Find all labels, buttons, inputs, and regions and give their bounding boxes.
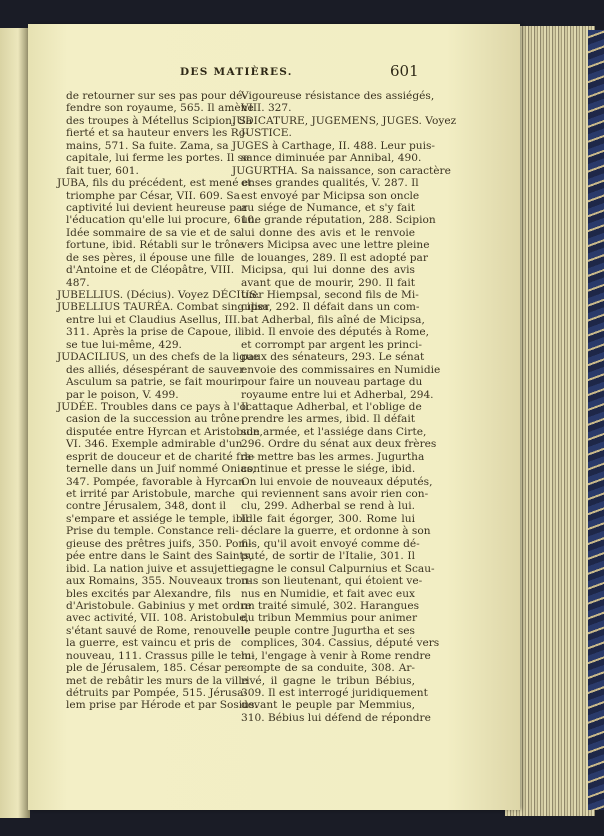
text-line: royaume entre lui et Adherbal, 294. (241, 388, 434, 401)
text-line: casion de la succession au trône (66, 413, 240, 426)
text-line: esprit de douceur et de charité fra- (66, 450, 256, 463)
text-line: nouveau, 111. Crassus pille le tem- (66, 649, 255, 662)
text-line: tuer Hiempsal, second fils de Mi- (241, 289, 419, 301)
text-line: VI. 346. Exemple admirable d'un (66, 438, 243, 451)
text-line: 296. Ordre du sénat aux deux frères (241, 438, 437, 451)
text-line: 309. Il est interrogé juridiquement (241, 687, 428, 699)
text-line: met de rebâtir les murs de la ville (66, 674, 248, 687)
text-line: fendre son royaume, 565. Il amène (66, 102, 254, 115)
text-line: prendre les armes, ibid. Il défait (241, 413, 415, 426)
text-line: le peuple contre Jugurtha et ses (241, 624, 415, 637)
text-line: pour faire un nouveau partage du (241, 376, 423, 389)
text-line: paux des sénateurs, 293. Le sénat (241, 351, 425, 364)
text-line: 487. (66, 276, 90, 289)
index-entry-start: JUBELLIUS. (Décius). Voyez DÉCIUS. (57, 289, 260, 301)
text-line: pée entre dans le Saint des Saints, (66, 550, 253, 563)
text-line: nus en Numidie, et fait avec eux (241, 587, 415, 600)
text-line: continue et presse le siége, ibid. (241, 463, 416, 476)
text-line: lui, l'engage à venir à Rome rendre (241, 649, 431, 662)
text-line: gagne le consul Calpurnius et Scau- (241, 562, 435, 575)
text-line: triomphe par César, VII. 609. Sa (66, 189, 240, 202)
text-line: la guerre, est vaincu et pris de (66, 637, 232, 650)
text-line: ple de Jérusalem, 185. César per- (66, 662, 247, 675)
marbled-cover (588, 30, 604, 810)
text-line: Micipsa, qui lui donne des avis (241, 264, 415, 277)
text-line: s'étant sauvé de Rome, renouvelle (66, 624, 251, 637)
text-line: lem prise par Hérode et par Sosius. (66, 699, 258, 712)
text-line: Prise du temple. Constance reli- (66, 525, 239, 538)
text-line: fils, qu'il avoit envoyé comme dé- (241, 537, 420, 550)
text-line: fierté et sa hauteur envers les Ro- (66, 127, 249, 140)
text-line: Il le fait égorger, 300. Rome lui (241, 512, 415, 525)
text-line: 347. Pompée, favorable à Hyrcan (66, 475, 245, 488)
text-line: captivité lui devient heureuse par (66, 201, 248, 214)
text-line: s'empare et assiége le temple, ibid. (66, 512, 257, 525)
text-line: de mettre bas les armes. Jugurtha (241, 450, 425, 463)
text-line: qui reviennent sans avoir rien con- (241, 488, 429, 500)
text-line: Asculum sa patrie, se fait mourir (66, 376, 243, 389)
text-line: avant que de mourir, 290. Il fait (241, 276, 415, 289)
text-line: contre Jérusalem, 348, dont il (66, 500, 227, 513)
text-line: de louanges, 289. Il est adopté par (241, 251, 428, 264)
index-entry-start: JUDICATURE, JUGEMENS, JUGES. Voyez (232, 114, 457, 127)
text-line: de ses pères, il épouse une fille (66, 251, 235, 264)
text-line: lui donne des avis et le renvoie (241, 226, 415, 239)
text-line: bat Adherbal, fils aîné de Micipsa, (241, 313, 425, 326)
text-line: Vigoureuse résistance des assiégés, (241, 90, 435, 102)
text-line: de retourner sur ses pas pour dé- (66, 90, 246, 102)
text-line: et corrompt par argent les princi- (241, 338, 422, 351)
index-entry-start: JUDACILIUS, un des chefs de la ligue (57, 351, 260, 364)
text-line: par le poison, V. 499. (66, 388, 179, 401)
text-line: fait tuer, 601. (66, 164, 139, 177)
text-line: se tue lui-même, 429. (66, 338, 182, 351)
text-line: rivé, il gagne le tribun Bébius, (241, 674, 415, 687)
text-line: vers Micipsa avec une lettre pleine (241, 239, 430, 252)
index-entry-start: JUBELLIUS TAURÉA. Combat singulier (57, 301, 270, 314)
text-line: Il attaque Adherbal, et l'oblige de (241, 400, 422, 413)
text-line: VIII. 327. (241, 102, 292, 115)
text-line: entre lui et Claudius Asellus, III. (66, 313, 241, 326)
text-line: envoie des commissaires en Numidie (241, 363, 441, 376)
text-line: ibid. La nation juive et assujettie (66, 562, 242, 575)
text-line: On lui envoie de nouveaux députés, (241, 475, 433, 488)
text-line: aux Romains, 355. Nouveaux trou- (66, 575, 252, 588)
text-line: bles excités par Alexandre, fils (66, 587, 231, 600)
text-line: des alliés, désespérant de sauver (66, 363, 245, 376)
text-line: capitale, lui ferme les portes. Il se (66, 152, 250, 165)
page-number: 601 (390, 62, 419, 80)
text-line: clu, 299. Adherbal se rend à lui. (241, 500, 415, 513)
text-line: 311. Après la prise de Capoue, il (66, 326, 242, 339)
index-entry-start: JUBA, fils du précédent, est mené en (57, 177, 255, 190)
text-line: rus son lieutenant, qui étoient ve- (241, 575, 423, 588)
text-line: compte de sa conduite, 308. Ar- (241, 662, 415, 675)
index-entry-start: JUGES à Carthage, II. 488. Leur puis- (232, 139, 435, 152)
text-line: d'Aristobule. Gabinius y met ordre (66, 599, 252, 612)
text-line: gieuse des prêtres juifs, 350. Pom- (66, 537, 252, 550)
text-line: complices, 304. Cassius, député vers (241, 637, 440, 650)
text-line: est envoyé par Micipsa son oncle (241, 189, 420, 202)
text-line: du tribun Memmius pour animer (241, 612, 418, 625)
facing-page-edge (0, 28, 30, 818)
text-line: et ses grandes qualités, V. 287. Il (241, 177, 419, 190)
text-line: et irrité par Aristobule, marche (66, 488, 235, 500)
text-line: des troupes à Métellus Scipion. Sa (66, 114, 253, 127)
index-entry-start: JUGURTHA. Sa naissance, son caractère (232, 164, 451, 177)
text-line: d'Antoine et de Cléopâtre, VIII. (66, 264, 235, 277)
text-line: Idée sommaire de sa vie et de sa (66, 226, 242, 239)
text-line: avec activité, VII. 108. Aristobule, (66, 612, 249, 625)
text-line: mains, 571. Sa fuite. Zama, sa (66, 139, 229, 152)
text-line: au siége de Numance, et s'y fait (241, 201, 415, 214)
text-line: son armée, et l'assiége dans Cirte, (241, 425, 427, 438)
text-line: 310. Bébius lui défend de répondre (241, 711, 431, 724)
text-line: ibid. Il envoie des députés à Rome, (241, 326, 430, 339)
running-header: DES MATIÈRES. (180, 66, 293, 78)
text-line: déclare la guerre, et ordonne à son (241, 525, 431, 538)
text-line: cipsa, 292. Il défait dans un com- (241, 301, 420, 314)
text-line: sance diminuée par Annibal, 490. (241, 152, 422, 165)
text-line: disputée entre Hyrcan et Aristobule, (66, 425, 263, 438)
text-line: puté, de sortir de l'Italie, 301. Il (241, 550, 415, 563)
text-line: un traité simulé, 302. Harangues (241, 599, 420, 612)
text-line: devant le peuple par Memmius, (241, 699, 415, 712)
text-line: ternelle dans un Juif nommé Onias, (66, 463, 256, 476)
text-line: JUSTICE. (241, 127, 292, 140)
text-line: une grande réputation, 288. Scipion (241, 214, 436, 227)
index-entry-start: JUDÉE. Troubles dans ce pays à l'oc- (57, 400, 256, 413)
right-column (232, 90, 457, 724)
text-line: fortune, ibid. Rétabli sur le trône (66, 239, 244, 252)
text-line: détruits par Pompée, 515. Jérusa- (66, 687, 248, 699)
text-line: l'éducation qu'elle lui procure, 610. (66, 214, 258, 227)
